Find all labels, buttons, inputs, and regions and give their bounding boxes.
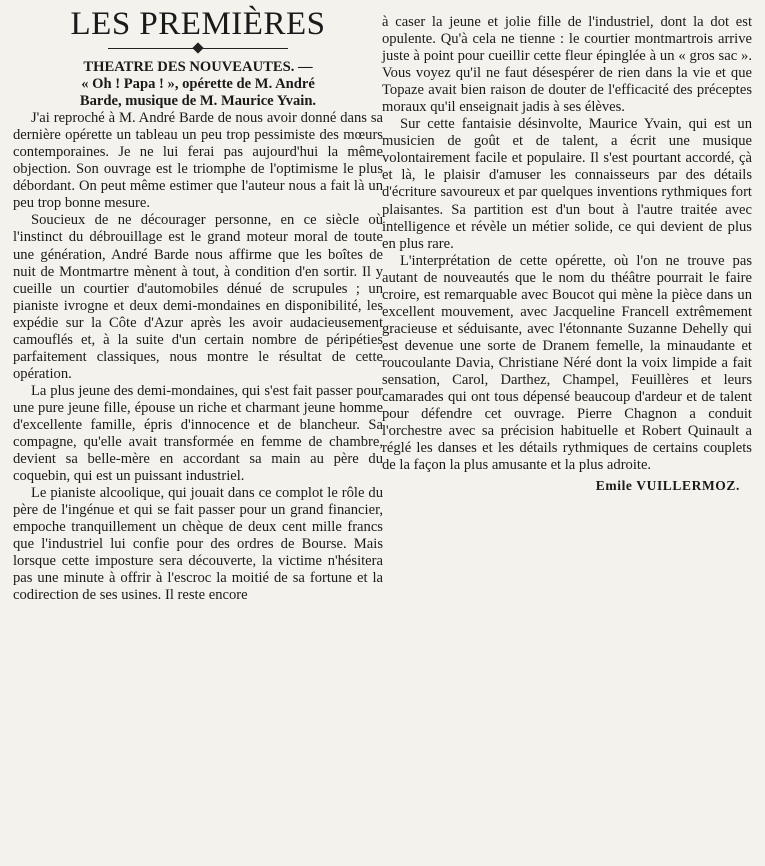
heading-line-1: THEATRE DES NOUVEAUTES. — — [83, 59, 313, 75]
heading-line-3: Barde, musique de M. Maurice Yvain. — [79, 93, 317, 110]
page-title: LES PREMIÈRES — [70, 6, 326, 42]
paragraph: Le pianiste alcoolique, qui jouait dans ce complot le rôle du père de l'ingénue et qui se fait passer pour un grand financier, empoche tranquillement un chèque de deux cent mille francs que l'industriel lui confie pour des ordres de Bourse. Mais lorsque cette imposture sera découverte, la victime n'hésitera pas une minute à offrir à l'escroc la moitié de sa fortune et la codirection de ses usines. Il reste encore — [13, 485, 383, 604]
paragraph-continued: à caser la jeune et jolie fille de l'industriel, dont la dot est opulente. Qu'à cela ne tienne : le courtier montmartrois arrive juste à point pour cueillir cette fleur épinglée à un « gros sac ». Vous voyez qu'il ne faut désespérer de rien dans la vie et que Topaze avait bien raison de douter de l'efficacité des préceptes moraux qu'il enseignait jadis à ses élèves. — [382, 14, 752, 116]
left-column — [13, 6, 383, 605]
right-column — [382, 14, 752, 494]
heading-line-2: « Oh ! Papa ! », opérette de M. André — [81, 76, 315, 93]
diamond-ornament-icon — [192, 42, 203, 53]
paragraph: J'ai reproché à M. André Barde de nous avoir donné dans sa dernière opérette un tableau un peu trop pessimiste des mœurs contemporaines. Je ne lui ferai pas aujourd'hui la même objection. Son ouvrage est le triomphe de l'optimisme le plus débordant. On peut même estimer que l'auteur nous a fait là un peu trop bonne mesure. — [13, 110, 383, 212]
title-ornament — [13, 43, 383, 55]
paragraph: Soucieux de ne décourager personne, en ce siècle où l'instinct du débrouillage est le grand moteur moral de toute une génération, André Barde nous affirme que les boîtes de nuit de Montmartre mènent à tout, à condition d'en sortir. Il y cueille un courtier d'automobiles dénué de scrupules ; un pianiste ivrogne et deux demi-mondaines en disponibilité, les expédie sur la Côte d'Azur après les avoir audacieusement camouflés et, à la suite d'un certain nombre de péripéties parfaitement classiques, nous montre le résultat de cette opération. — [13, 212, 383, 382]
paragraph: L'interprétation de cette opérette, où l'on ne trouve pas autant de nouveautés que le nom du théâtre pourrait le faire croire, est remarquable avec Boucot qui mène la pièce dans un excellent mouvement, avec Jacqueline Francell extrêmement gracieuse et séduisante, avec l'étonnante Suzanne Dehelly qui est devenue une sorte de Dranem femelle, la minaudante et roucoulante Davia, Christiane Néré dont la voix limpide a fait sensation, Carol, Darthez, Champel, Feuillères et leurs camarades qui ont tous dépensé beaucoup d'ardeur et de talent pour défendre cet ouvrage. Pierre Chagnon a conduit l'orchestre avec sa précision habituelle et Robert Quinault a réglé les danses et les détails rythmiques de certains couplets de la façon la plus amusante et la plus adroite. — [382, 252, 752, 474]
author-signature: Emile VUILLERMOZ. — [595, 478, 740, 494]
article-heading — [13, 59, 383, 110]
paragraph: La plus jeune des demi-mondaines, qui s'est fait passer pour une pure jeune fille, épouse un riche et charmant jeune homme d'excellente famille, épris d'innocence et de blancheur. Sa compagne, qu'elle avait transformée en femme de chambre, devient sa belle-mère en accordant sa main au père du coquebin, qui est un puissant industriel. — [13, 382, 383, 485]
paragraph: Sur cette fantaisie désinvolte, Maurice Yvain, qui est un musicien de goût et de talent, a écrit une musique volontairement facile et populaire. Il s'est pourtant accordé, çà et là, le plaisir d'amuser les connaisseurs par des détails d'écriture savoureux et par quelques inventions rythmiques fort plaisantes. Sa partition est d'un bout à l'autre traitée avec intelligence et révèle un métier solide, ce qui devient de plus en plus rare. — [382, 116, 752, 252]
